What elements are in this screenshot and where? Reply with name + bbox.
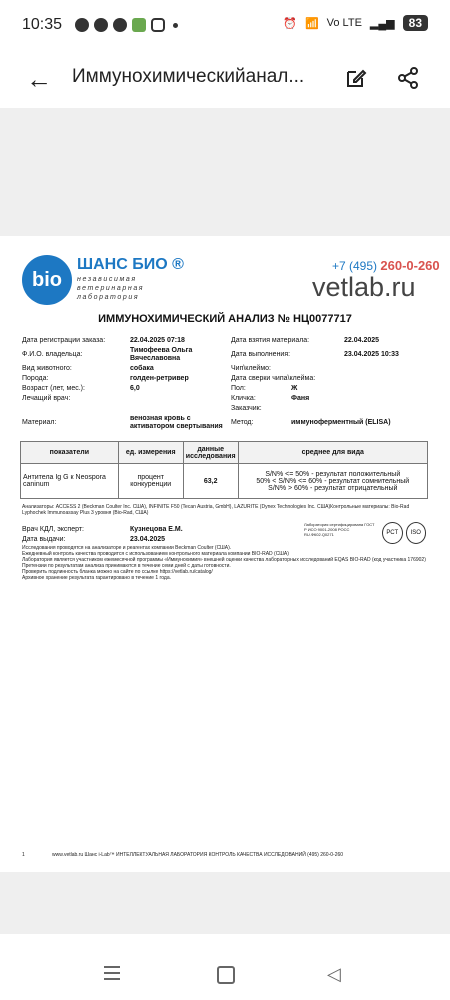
page-gutter-bottom xyxy=(0,872,450,934)
label-pet-name: Кличка: xyxy=(231,395,256,402)
recent-apps-icon[interactable] xyxy=(104,966,120,984)
phone-prefix: +7 (495) xyxy=(332,259,378,273)
label-chip: Чип\клеймо: xyxy=(231,365,271,372)
value-breed: голден-ретривер xyxy=(130,375,189,382)
document-title: Иммунохимическийанал... xyxy=(72,66,305,87)
cell-result: 63,2 xyxy=(183,464,238,499)
system-nav-bar xyxy=(0,934,450,1000)
page-gutter-top xyxy=(0,108,450,236)
value-completion-date: 23.04.2025 10:33 xyxy=(344,351,399,358)
label-age: Возраст (лет, мес.): xyxy=(22,385,85,392)
note-line: Архивное хранение результата гарантировано в течение 1 года. xyxy=(22,575,171,581)
value-sex: Ж xyxy=(291,385,298,392)
lab-website: vetlab.ru xyxy=(312,272,416,302)
label-registration-date: Дата регистрации заказа: xyxy=(22,337,106,344)
document-page xyxy=(0,236,450,872)
note-line: Исследования проводятся на анализаторе и реагентах компании Beckman Coulter (США). xyxy=(22,545,232,551)
more-notifications-icon xyxy=(173,23,178,28)
system-icons xyxy=(283,15,428,31)
phone-number: 260-0-260 xyxy=(380,258,440,273)
col-header-reference: среднее для вида xyxy=(238,442,427,464)
note-line: Ежедневный контроль качества проводится с использованием контрольного материала компании BIO-RAD (США) xyxy=(22,551,289,557)
lab-phone xyxy=(332,258,440,273)
label-owner: Ф.И.О. владельца: xyxy=(22,351,83,358)
home-icon[interactable] xyxy=(217,966,235,984)
value-doctor: Кузнецова Е.М. xyxy=(130,526,183,533)
analyzers-note: Анализаторы: ACCESS 2 (Beckman Coulter Inc. США), INFINITE F50 (Tecan Austria, GmbH), LAZURITE (Dynex Technologies Inc. США)Контрольные материалы: Bio-Rad Lyphochek Immunoassay Plus 3 уровня (Bio-Rad, США) xyxy=(22,504,410,516)
label-doctor: Врач КДЛ, эксперт: xyxy=(22,526,84,533)
value-method: иммуноферментный (ELISA) xyxy=(291,419,391,426)
ref-doubtful: 50% < S/N% <= 60% - результат сомнительный xyxy=(256,477,410,485)
alarm-icon: ⏰ xyxy=(283,17,297,30)
back-arrow-icon[interactable]: ← xyxy=(26,64,52,94)
notes-block xyxy=(22,545,432,581)
page-number: 1 xyxy=(22,852,25,858)
lab-tagline-1: независимая xyxy=(77,276,137,283)
cell-reference xyxy=(238,464,427,499)
results-table xyxy=(20,441,428,499)
instagram-icon xyxy=(151,18,165,32)
label-breed: Порода: xyxy=(22,375,49,382)
label-vet: Лечащий врач: xyxy=(22,395,71,402)
edit-icon[interactable] xyxy=(344,66,368,90)
label-customer: Заказчик: xyxy=(231,405,262,412)
iso-badge-icon: ISO xyxy=(406,522,427,544)
lab-tagline-2: ветеринарная xyxy=(77,285,145,292)
certification-note: Лаборатория сертифицирована ГОСТ Р ИСО 9001-2008 РОСС RU.ФК02.Q0271 xyxy=(304,522,375,537)
notification-icons xyxy=(75,18,178,32)
note-line: Лаборатория является участником ежемесячной программы «Иммунохимия» внешней оценки качества лабораторных исследований EQAS BIO-RAD (код участника 176902) xyxy=(22,557,426,563)
status-bar xyxy=(0,0,450,52)
bio-logo: bio xyxy=(22,255,72,305)
value-registration-date: 22.04.2025 07:18 xyxy=(130,337,185,344)
app-icon xyxy=(132,18,146,32)
rst-badge-icon: РСТ xyxy=(382,522,403,544)
value-owner: Тимофеева Ольга Вячеславовна xyxy=(130,347,193,362)
label-species: Вид животного: xyxy=(22,365,72,372)
col-header-unit: ед. измерения xyxy=(118,442,183,464)
table-row xyxy=(21,464,428,499)
footer-text: www.vetlab.ru Шанс i-Lab™ ИНТЕЛЛЕКТУАЛЬНАЯ ЛАБОРАТОРИЯ КОНТРОЛЬ КАЧЕСТВА ИССЛЕДОВАНИЙ (495) 260-0-260 xyxy=(52,852,344,858)
nav-back-icon[interactable]: ◁ xyxy=(327,964,341,984)
note-line: Претензии по результатам анализа принимаются в течение семи дней с даты готовности. xyxy=(22,563,231,569)
note-line: Проверить подлинность бланка можно на сайте по ссылке https://vetlab.ru/catalog/ xyxy=(22,569,213,575)
value-sample-date: 22.04.2025 xyxy=(344,337,380,344)
app-bar xyxy=(0,52,450,104)
value-age: 6,0 xyxy=(130,385,140,392)
label-method: Метод: xyxy=(231,419,254,426)
share-icon[interactable] xyxy=(396,66,420,90)
telegram-icon xyxy=(75,18,89,32)
cell-test: Антитела Ig G к Neospora caninum xyxy=(21,464,119,499)
lab-tagline-3: лаборатория xyxy=(77,294,140,301)
ref-negative: S/N% > 60% - результат отрицательный xyxy=(268,484,398,492)
status-time: 10:35 xyxy=(22,16,63,33)
label-sex: Пол: xyxy=(231,385,246,392)
battery-indicator: 83 xyxy=(403,15,428,31)
network-label: Vo LTE xyxy=(326,17,362,29)
label-material: Материал: xyxy=(22,419,57,426)
value-material: венозная кровь с активатором свертывания xyxy=(130,415,223,430)
label-issue-date: Дата выдачи: xyxy=(22,536,66,543)
label-chip-check: Дата сверки чипа\клейма: xyxy=(231,375,316,382)
value-issue-date: 23.04.2025 xyxy=(130,536,166,543)
wifi-icon: 📶 xyxy=(304,17,319,30)
certification-badges xyxy=(382,522,426,542)
cell-unit: процент конкуренции xyxy=(118,464,183,499)
facebook-icon xyxy=(113,18,127,32)
label-sample-date: Дата взятия материала: xyxy=(231,337,310,344)
ref-positive: S/N% <= 50% - результат положительный xyxy=(265,470,401,478)
lab-brand: ШАНС БИО ® xyxy=(77,256,184,273)
col-header-test: показатели xyxy=(21,442,119,464)
value-pet-name: Фаня xyxy=(291,395,310,402)
value-species: собака xyxy=(130,365,154,372)
label-completion-date: Дата выполнения: xyxy=(231,351,291,358)
facebook-icon xyxy=(94,18,108,32)
analysis-heading: ИММУНОХИМИЧЕСКИЙ АНАЛИЗ № НЦ0077717 xyxy=(98,313,352,325)
table-header-row xyxy=(21,442,428,464)
signal-icon: ▂▄▆ xyxy=(369,17,395,30)
col-header-result: данные исследования xyxy=(183,442,238,464)
